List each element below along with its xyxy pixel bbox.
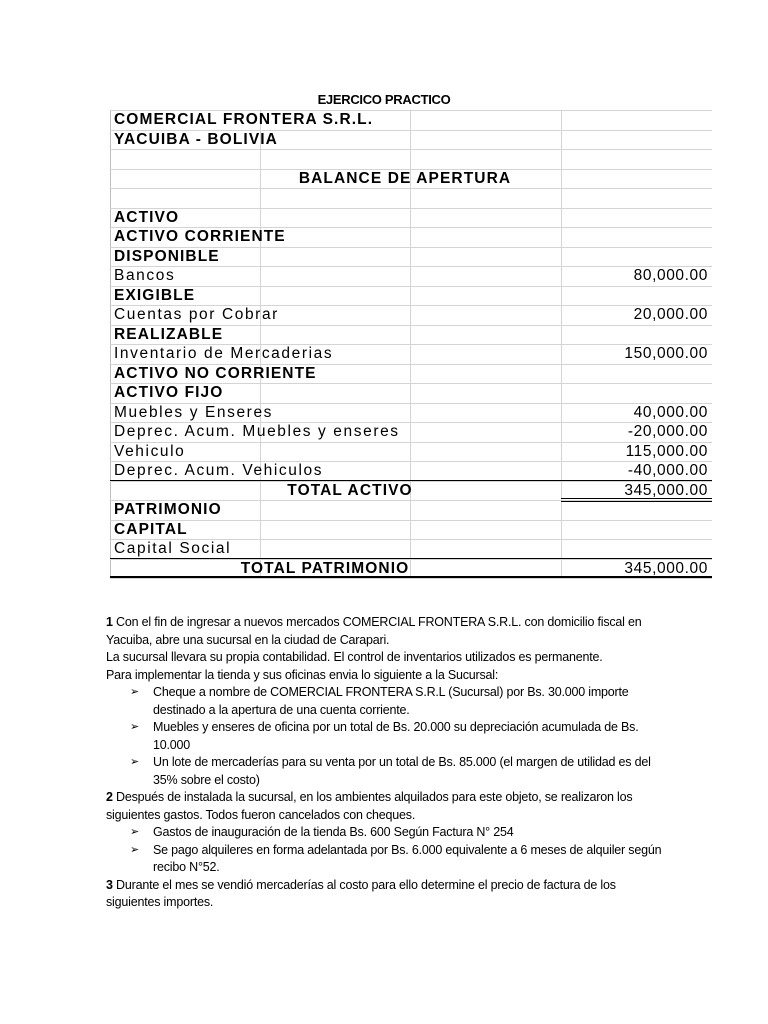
list-item xyxy=(106,719,666,754)
paragraph-3 xyxy=(106,877,666,912)
row-label-vehiculo: Vehiculo xyxy=(114,442,186,460)
balance-sheet xyxy=(110,110,712,578)
grid-line xyxy=(110,442,712,443)
grid-line xyxy=(110,266,712,267)
total-patrimonio-label: TOTAL PATRIMONIO xyxy=(240,559,410,577)
paragraph-1 xyxy=(106,614,666,649)
grid-line xyxy=(110,520,712,521)
row-label-deprec-muebles: Deprec. Acum. Muebles y enseres xyxy=(114,423,400,440)
paragraph-1-line-2: La sucursal llevara su propia contabilidad. El control de inventarios utilizados es permanente. xyxy=(106,650,603,664)
list-item xyxy=(106,754,666,789)
section-patrimonio: PATRIMONIO xyxy=(114,501,222,518)
list-item-text: Se pago alquileres en forma adelantada por Bs. 6.000 equivalente a 6 meses de alquiler según recibo N°52. xyxy=(153,842,662,874)
row-label-deprec-vehiculos: Deprec. Acum. Vehiculos xyxy=(114,462,324,479)
total-activo-double-rule xyxy=(561,498,712,502)
grid-line xyxy=(110,208,712,209)
paragraph-text: Con el fin de ingresar a nuevos mercados COMERCIAL FRONTERA S.R.L. con domicilio fiscal en Yacuiba, abre una sucursal en la ciudad de Carapari. xyxy=(106,615,642,647)
section-activo: ACTIVO xyxy=(114,208,180,226)
grid-line xyxy=(110,188,712,189)
paragraph-text: Después de instalada la sucursal, en los ambientes alquilados para este objeto, se realizaron los siguientes gastos. Todos fueron cancelados con cheques. xyxy=(106,790,633,822)
list-item-text: Un lote de mercaderías para su venta por un total de Bs. 85.000 (el margen de utilidad es del 35% sobre el costo) xyxy=(153,755,651,787)
row-amount-cuentas: 20,000.00 xyxy=(633,306,708,323)
paragraph-number: 3 xyxy=(106,877,113,892)
balance-title: BALANCE DE APERTURA xyxy=(298,169,512,187)
arrow-bullet-icon: ➢ xyxy=(130,756,140,768)
section-activo-fijo: ACTIVO FIJO xyxy=(114,384,224,401)
row-amount-vehiculo: 115,000.00 xyxy=(625,442,708,460)
row-amount-muebles: 40,000.00 xyxy=(633,403,708,421)
arrow-bullet-icon: ➢ xyxy=(130,721,140,733)
company-name: COMERCIAL FRONTERA S.R.L. xyxy=(114,111,374,128)
list-item xyxy=(106,842,666,877)
exercise-instructions xyxy=(106,614,666,912)
total-activo-amount: 345,000.00 xyxy=(624,481,708,499)
row-amount-deprec-muebles: -20,000.00 xyxy=(627,423,708,440)
grid-line xyxy=(110,149,712,150)
arrow-bullet-icon: ➢ xyxy=(130,686,140,698)
arrow-bullet-icon: ➢ xyxy=(130,843,140,856)
paragraph-text: Durante el mes se vendió mercaderías al costo para ello determine el precio de factura de los siguientes importes. xyxy=(106,877,616,909)
row-label-capital-social: Capital Social xyxy=(114,540,232,557)
row-label-inventario: Inventario de Mercaderias xyxy=(114,345,334,362)
company-location: YACUIBA - BOLIVIA xyxy=(114,130,278,148)
total-patrimonio-amount: 345,000.00 xyxy=(624,559,708,577)
list-item xyxy=(106,824,666,842)
section-activo-no-corriente: ACTIVO NO CORRIENTE xyxy=(114,364,317,382)
section-capital: CAPITAL xyxy=(114,520,188,538)
grid-line xyxy=(110,286,712,287)
list-item-text: Cheque a nombre de COMERCIAL FRONTERA S.R.L (Sucursal) por Bs. 30.000 importe destinado a la apertura de una cuenta corriente. xyxy=(153,685,629,717)
section-activo-corriente: ACTIVO CORRIENTE xyxy=(114,228,286,245)
list-item xyxy=(106,684,666,719)
document-title: EJERCICO PRACTICO xyxy=(317,92,451,107)
arrow-bullet-icon: ➢ xyxy=(130,826,140,838)
total-activo-label: TOTAL ACTIVO xyxy=(287,481,413,499)
list-item-text: Muebles y enseres de oficina por un total de Bs. 20.000 su depreciación acumulada de Bs. 10.000 xyxy=(153,720,639,752)
row-label-bancos: Bancos xyxy=(114,267,176,284)
row-label-cuentas: Cuentas por Cobrar xyxy=(114,306,279,323)
row-label-muebles: Muebles y Enseres xyxy=(114,403,274,421)
paragraph-1-line-3: Para implementar la tienda y sus oficinas envia lo siguiente a la Sucursal: xyxy=(106,667,499,682)
list-item-text: Gastos de inauguración de la tienda Bs. 600 Según Factura N° 254 xyxy=(153,825,514,839)
paragraph-2 xyxy=(106,789,666,824)
section-realizable: REALIZABLE xyxy=(114,325,224,343)
section-disponible: DISPONIBLE xyxy=(114,247,220,265)
paragraph-number: 1 xyxy=(106,615,113,629)
total-patrimonio-bottom-rule xyxy=(110,576,712,578)
paragraph-number: 2 xyxy=(106,790,113,804)
grid-line xyxy=(110,578,712,579)
section-exigible: EXIGIBLE xyxy=(114,286,196,304)
row-amount-deprec-vehiculos: -40,000.00 xyxy=(627,462,708,479)
row-amount-inventario: 150,000.00 xyxy=(624,345,708,362)
row-amount-bancos: 80,000.00 xyxy=(633,267,708,284)
